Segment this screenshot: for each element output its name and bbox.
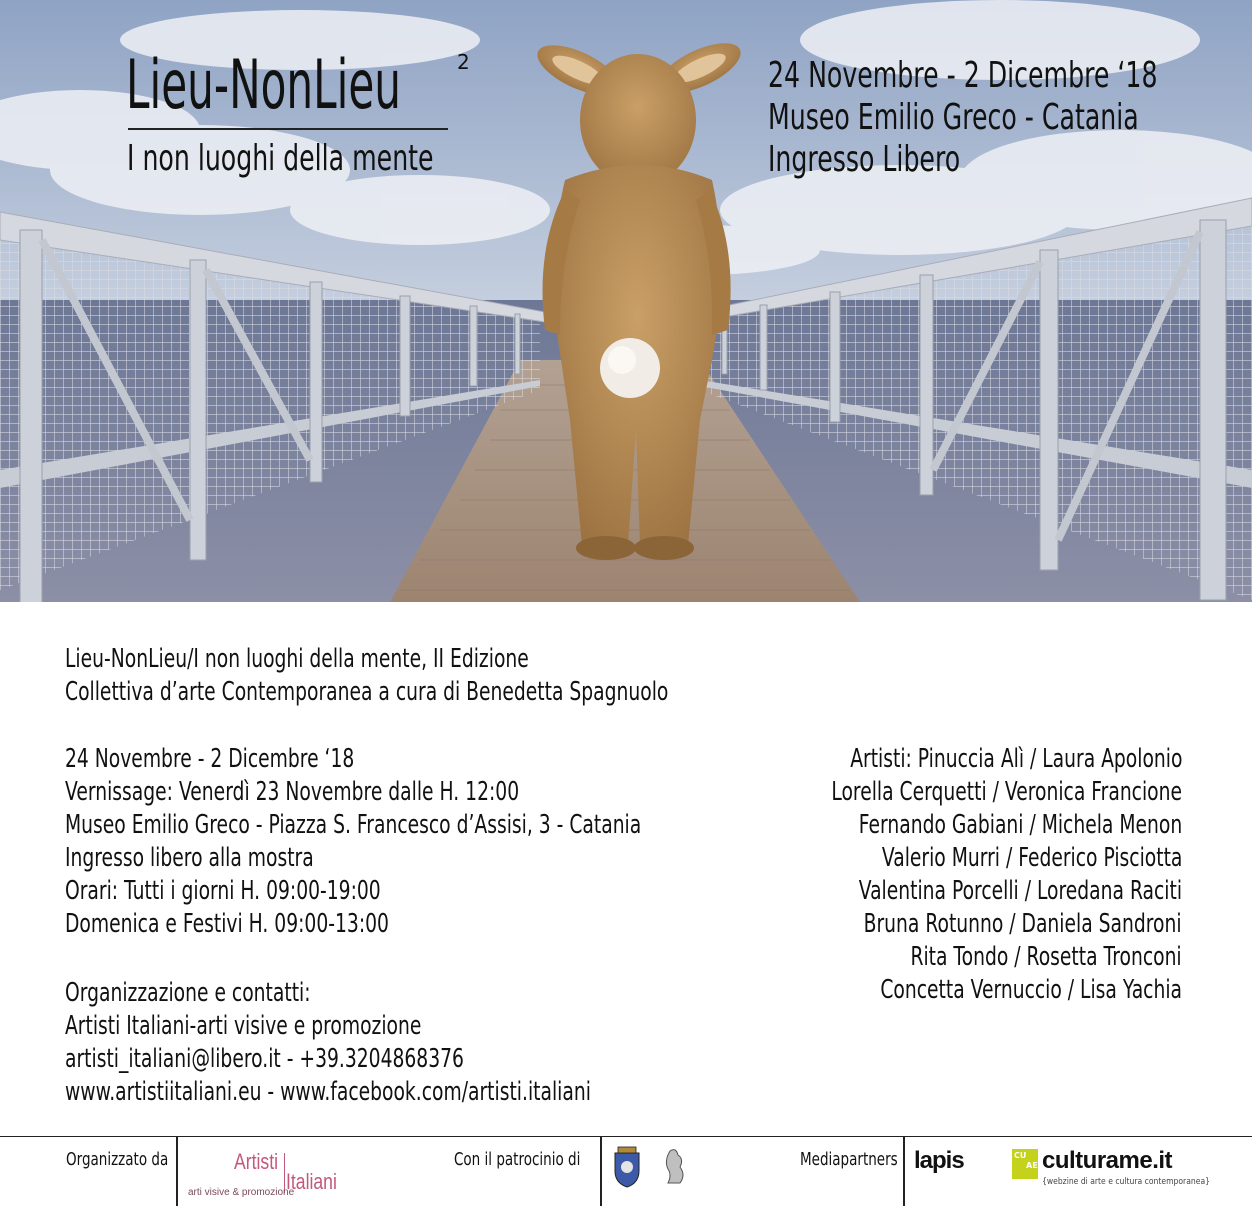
footer-divider [903, 1137, 905, 1206]
artists-line: Valerio Murri / Federico Pisciotta [881, 843, 1182, 873]
hero-dates: 24 Novembre - 2 Dicembre ‘18 [768, 55, 1158, 96]
lapis-logo[interactable]: lapis [914, 1147, 964, 1174]
intro-line-2: Collettiva d’arte Contemporanea a cura di Benedetta Spagnuolo [65, 677, 669, 707]
organized-by-label: Organizzato da [66, 1149, 169, 1170]
coat-of-arms-icon [612, 1145, 642, 1189]
artists-line: Rita Tondo / Rosetta Tronconi [910, 942, 1182, 972]
ai-logo-tagline: arti visive & promozione [188, 1187, 295, 1198]
contacts-websites[interactable]: www.artistiitaliani.eu - www.facebook.com/artisti.italiani [65, 1077, 591, 1107]
artists-line: Concetta Vernuccio / Lisa Yachia [880, 975, 1182, 1005]
detail-line: Vernissage: Venerdì 23 Novembre dalle H. 12:00 [65, 777, 520, 807]
artists-line: Bruna Rotunno / Daniela Sandroni [864, 909, 1182, 939]
culturame-tagline: {webzine di arte e cultura contemporanea} [1042, 1177, 1211, 1187]
sculpture-emblem-icon [662, 1147, 690, 1187]
footer-divider [600, 1137, 602, 1206]
detail-line: 24 Novembre - 2 Dicembre ‘18 [65, 744, 355, 774]
hero-venue: Museo Emilio Greco - Catania [768, 97, 1139, 138]
artists-line: Artisti: Pinuccia Alì / Laura Apolonio [849, 744, 1182, 774]
contacts-organizer: Artisti Italiani-arti visive e promozione [65, 1011, 422, 1041]
footer-divider [176, 1137, 178, 1206]
artists-line: Valentina Porcelli / Loredana Raciti [858, 876, 1182, 906]
patronage-label: Con il patrocinio di [454, 1149, 581, 1170]
hero-photo [0, 0, 1252, 602]
footer-sponsors [0, 1136, 1252, 1206]
title-superscript: 2 [457, 50, 470, 74]
hero-admission: Ingresso Libero [768, 139, 961, 180]
detail-line: Orari: Tutti i giorni H. 09:00-19:00 [65, 876, 381, 906]
artisti-italiani-logo[interactable] [186, 1149, 356, 1199]
ai-logo-line1: Artisti [234, 1149, 278, 1174]
event-title: Lieu-NonLieu [126, 46, 401, 125]
culturame-logo[interactable]: culturame.it [1042, 1147, 1173, 1174]
mediapartners-label: Mediapartners [800, 1149, 898, 1170]
detail-line: Domenica e Festivi H. 09:00-13:00 [65, 909, 389, 939]
contacts-heading: Organizzazione e contatti: [65, 978, 311, 1008]
ai-logo-line2: Italiani [286, 1169, 337, 1194]
artists-line: Lorella Cerquetti / Veronica Francione [831, 777, 1182, 807]
artists-line: Fernando Gabiani / Michela Menon [858, 810, 1182, 840]
title-underline [128, 128, 448, 130]
intro-line-1: Lieu-NonLieu/I non luoghi della mente, II Edizione [65, 644, 529, 674]
detail-line: Ingresso libero alla mostra [65, 843, 314, 873]
detail-line: Museo Emilio Greco - Piazza S. Francesco d’Assisi, 3 - Catania [65, 810, 642, 840]
event-subtitle: I non luoghi della mente [127, 138, 434, 179]
contacts-email-phone[interactable]: artisti_italiani@libero.it - +39.3204868376 [65, 1044, 464, 1074]
culturame-badge-icon: CU AE [1012, 1149, 1038, 1179]
